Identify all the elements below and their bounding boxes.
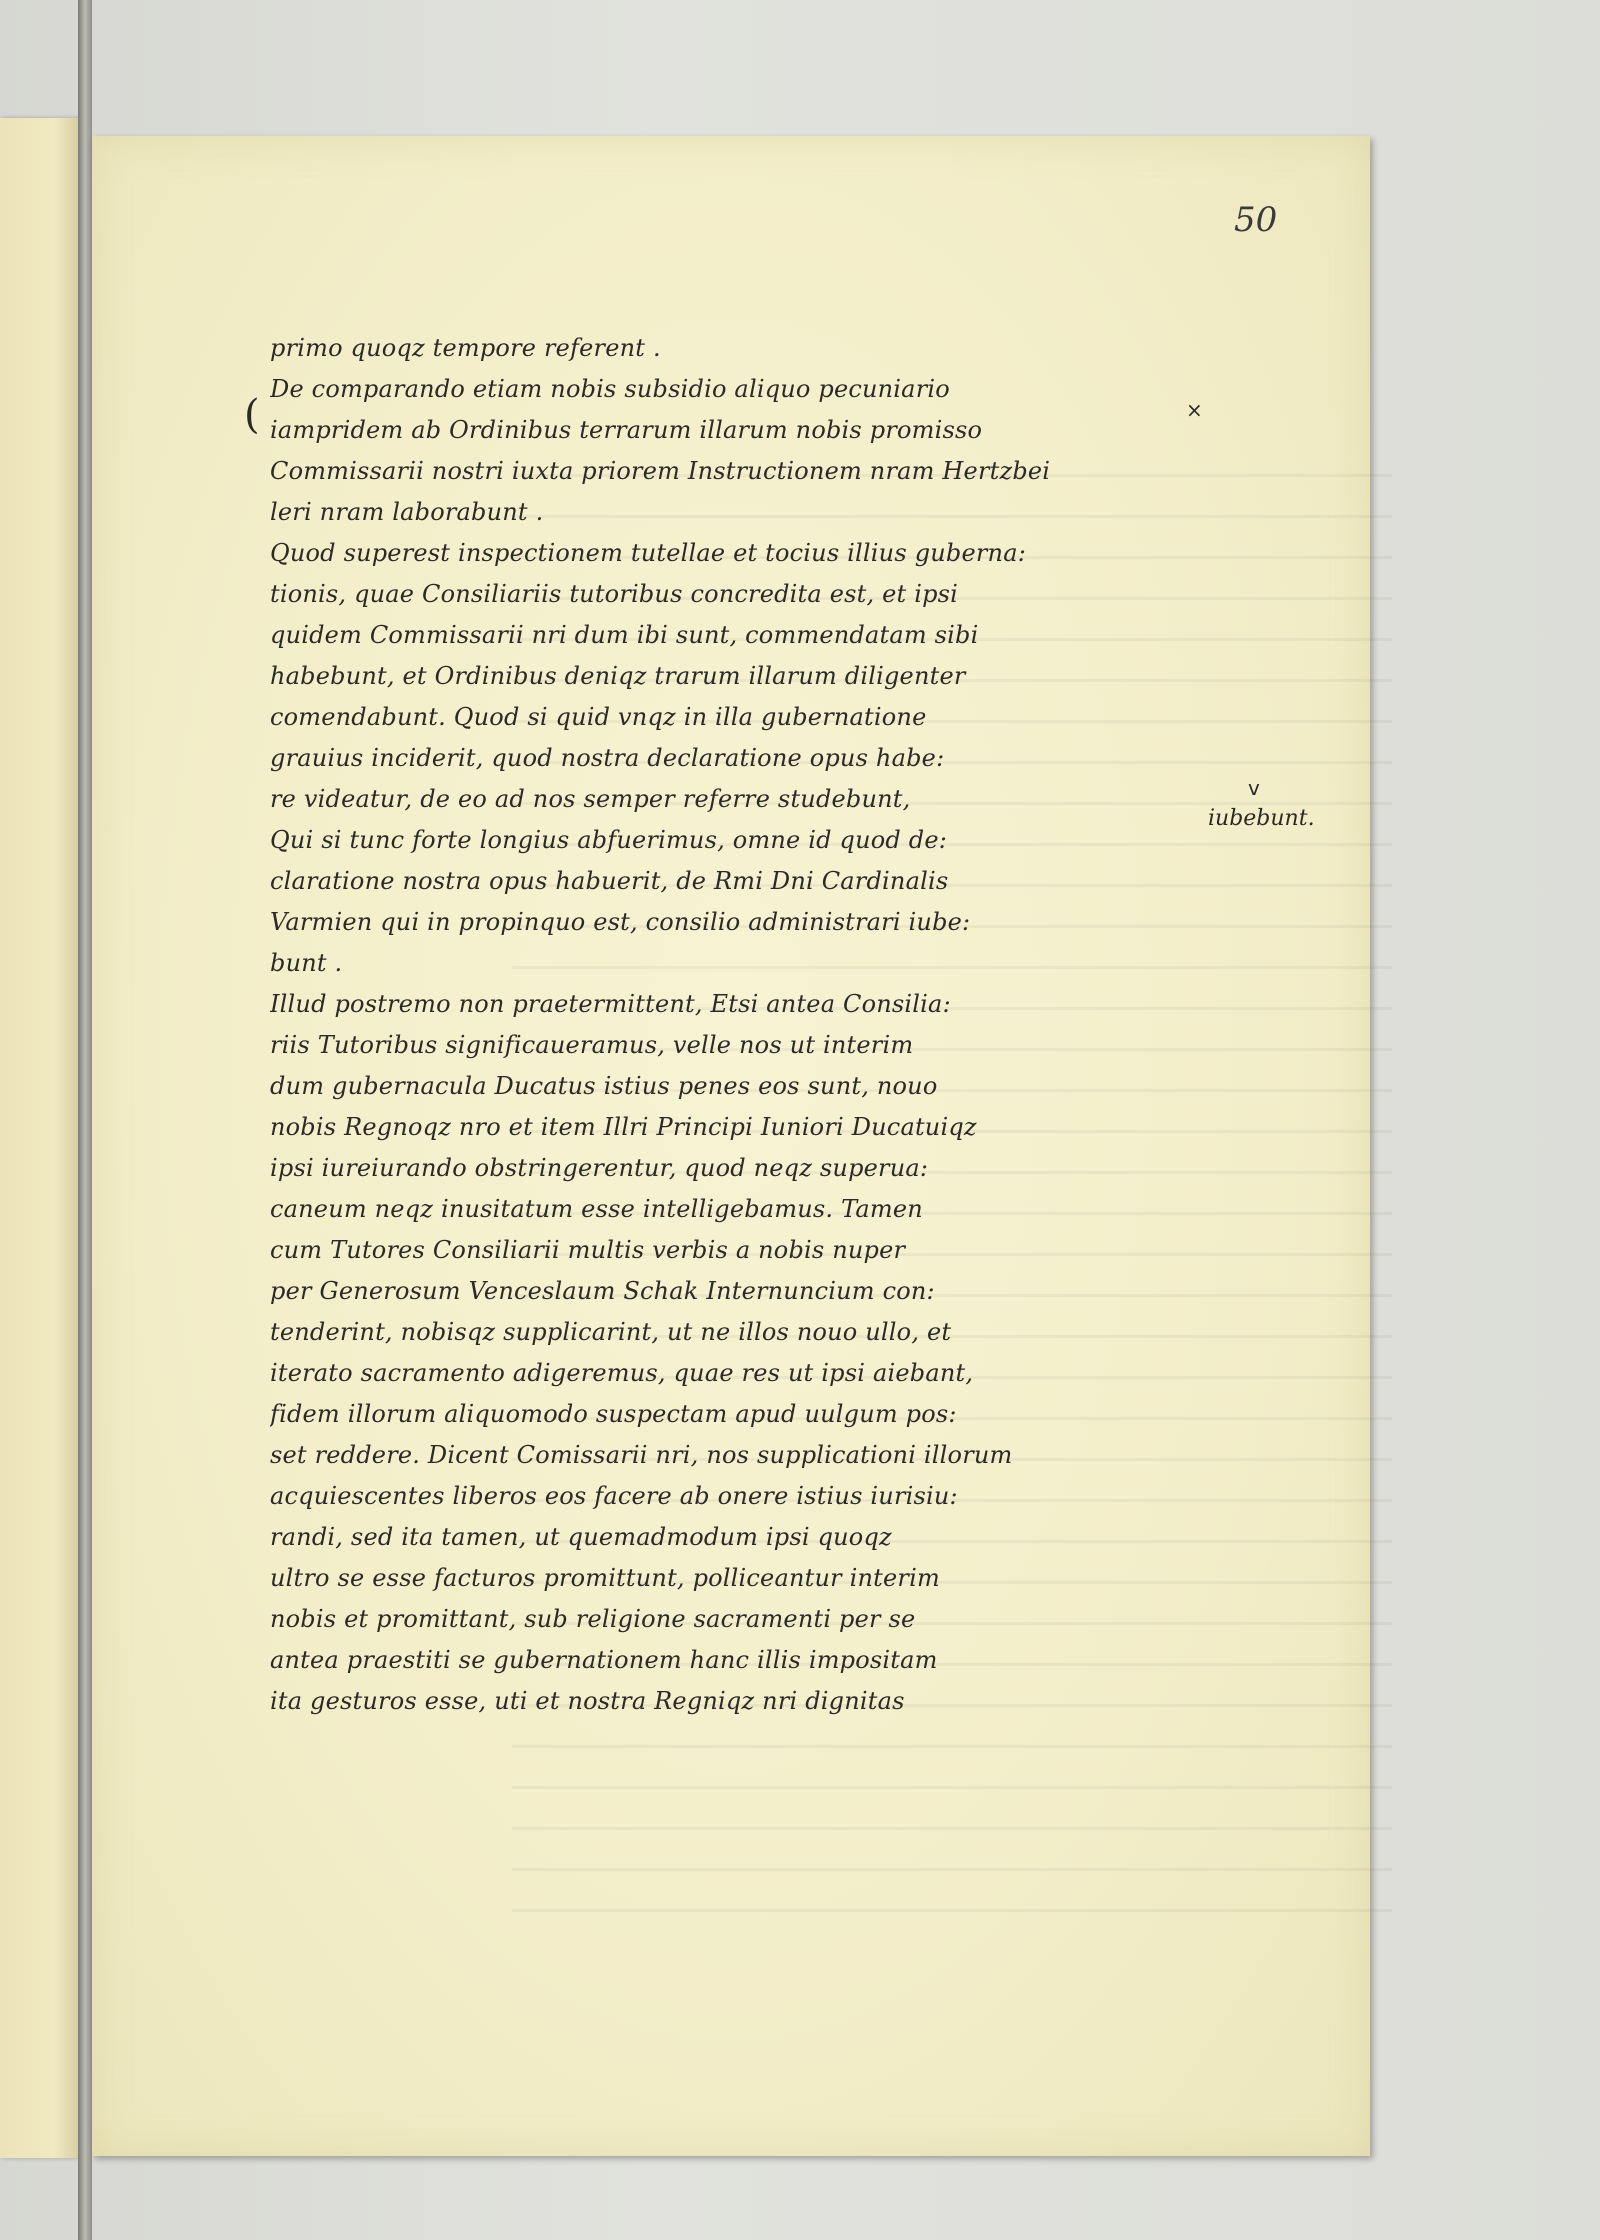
text-line: Illud postremo non praetermittent, Etsi antea Consilia: <box>270 990 951 1018</box>
text-line: dum gubernacula Ducatus istius penes eos sunt, nouo <box>270 1072 938 1100</box>
book-spine <box>78 0 92 2240</box>
folio-number: 50 <box>1234 200 1278 240</box>
text-line: De comparando etiam nobis subsidio aliquo pecuniario <box>270 375 950 403</box>
margin-cross-mark: × <box>1186 398 1203 422</box>
text-line: fidem illorum aliquomodo suspectam apud uulgum pos: <box>270 1400 957 1428</box>
text-line: nobis Regnoqz nro et item Illri Principi Iuniori Ducatuiqz <box>270 1113 977 1141</box>
text-line: leri nram laborabunt . <box>270 498 544 526</box>
text-line: acquiescentes liberos eos facere ab onere istius iurisiu: <box>270 1482 958 1510</box>
text-line: riis Tutoribus significaueramus, velle nos ut interim <box>270 1031 914 1059</box>
text-line: comendabunt. Quod si quid vnqz in illa gubernatione <box>270 703 927 731</box>
text-line: Varmien qui in propinquo est, consilio administrari iube: <box>270 908 971 936</box>
paragraph-bracket-mark: ( <box>244 392 260 438</box>
facing-page-edge <box>0 118 78 2158</box>
text-line: ita gesturos esse, uti et nostra Regniqz nri dignitas <box>270 1687 905 1715</box>
text-line: cum Tutores Consiliarii multis verbis a nobis nuper <box>270 1236 906 1264</box>
text-line: ultro se esse facturos promittunt, polliceantur interim <box>270 1564 940 1592</box>
text-line: Commissarii nostri iuxta priorem Instructionem nram Hertzbei <box>270 457 1051 485</box>
text-line: re videatur, de eo ad nos semper referre studebunt, <box>270 785 911 813</box>
text-line: claratione nostra opus habuerit, de Rmi Dni Cardinalis <box>270 867 949 895</box>
text-line: Quod superest inspectionem tutellae et tocius illius guberna: <box>270 539 1027 567</box>
text-line: tenderint, nobisqz supplicarint, ut ne illos nouo ullo, et <box>270 1318 952 1346</box>
text-line: bunt . <box>270 949 343 977</box>
text-line: grauius inciderit, quod nostra declaratione opus habe: <box>270 744 945 772</box>
text-line: tionis, quae Consiliariis tutoribus concredita est, et ipsi <box>270 580 959 608</box>
text-line: quidem Commissarii nri dum ibi sunt, commendatam sibi <box>270 621 979 649</box>
text-line: antea praestiti se gubernationem hanc illis impositam <box>270 1646 938 1674</box>
text-line: iterato sacramento adigeremus, quae res ut ipsi aiebant, <box>270 1359 974 1387</box>
text-line: randi, sed ita tamen, ut quemadmodum ipsi quoqz <box>270 1523 892 1551</box>
margin-note: iubebunt. <box>1208 806 1315 831</box>
text-line: primo quoqz tempore referent . <box>270 334 661 362</box>
manuscript-text <box>270 328 1220 1722</box>
text-line: Qui si tunc forte longius abfuerimus, omne id quod de: <box>270 826 948 854</box>
insertion-caret-mark: v <box>1248 776 1260 800</box>
text-line: caneum neqz inusitatum esse intelligebamus. Tamen <box>270 1195 923 1223</box>
text-line: ipsi iureiurando obstringerentur, quod neqz superua: <box>270 1154 929 1182</box>
text-line: set reddere. Dicent Comissarii nri, nos supplicationi illorum <box>270 1441 1013 1469</box>
text-line: per Generosum Venceslaum Schak Internuncium con: <box>270 1277 935 1305</box>
text-line: habebunt, et Ordinibus deniqz trarum illarum diligenter <box>270 662 966 690</box>
text-line: iampridem ab Ordinibus terrarum illarum nobis promisso <box>270 416 983 444</box>
text-line: nobis et promittant, sub religione sacramenti per se <box>270 1605 916 1633</box>
